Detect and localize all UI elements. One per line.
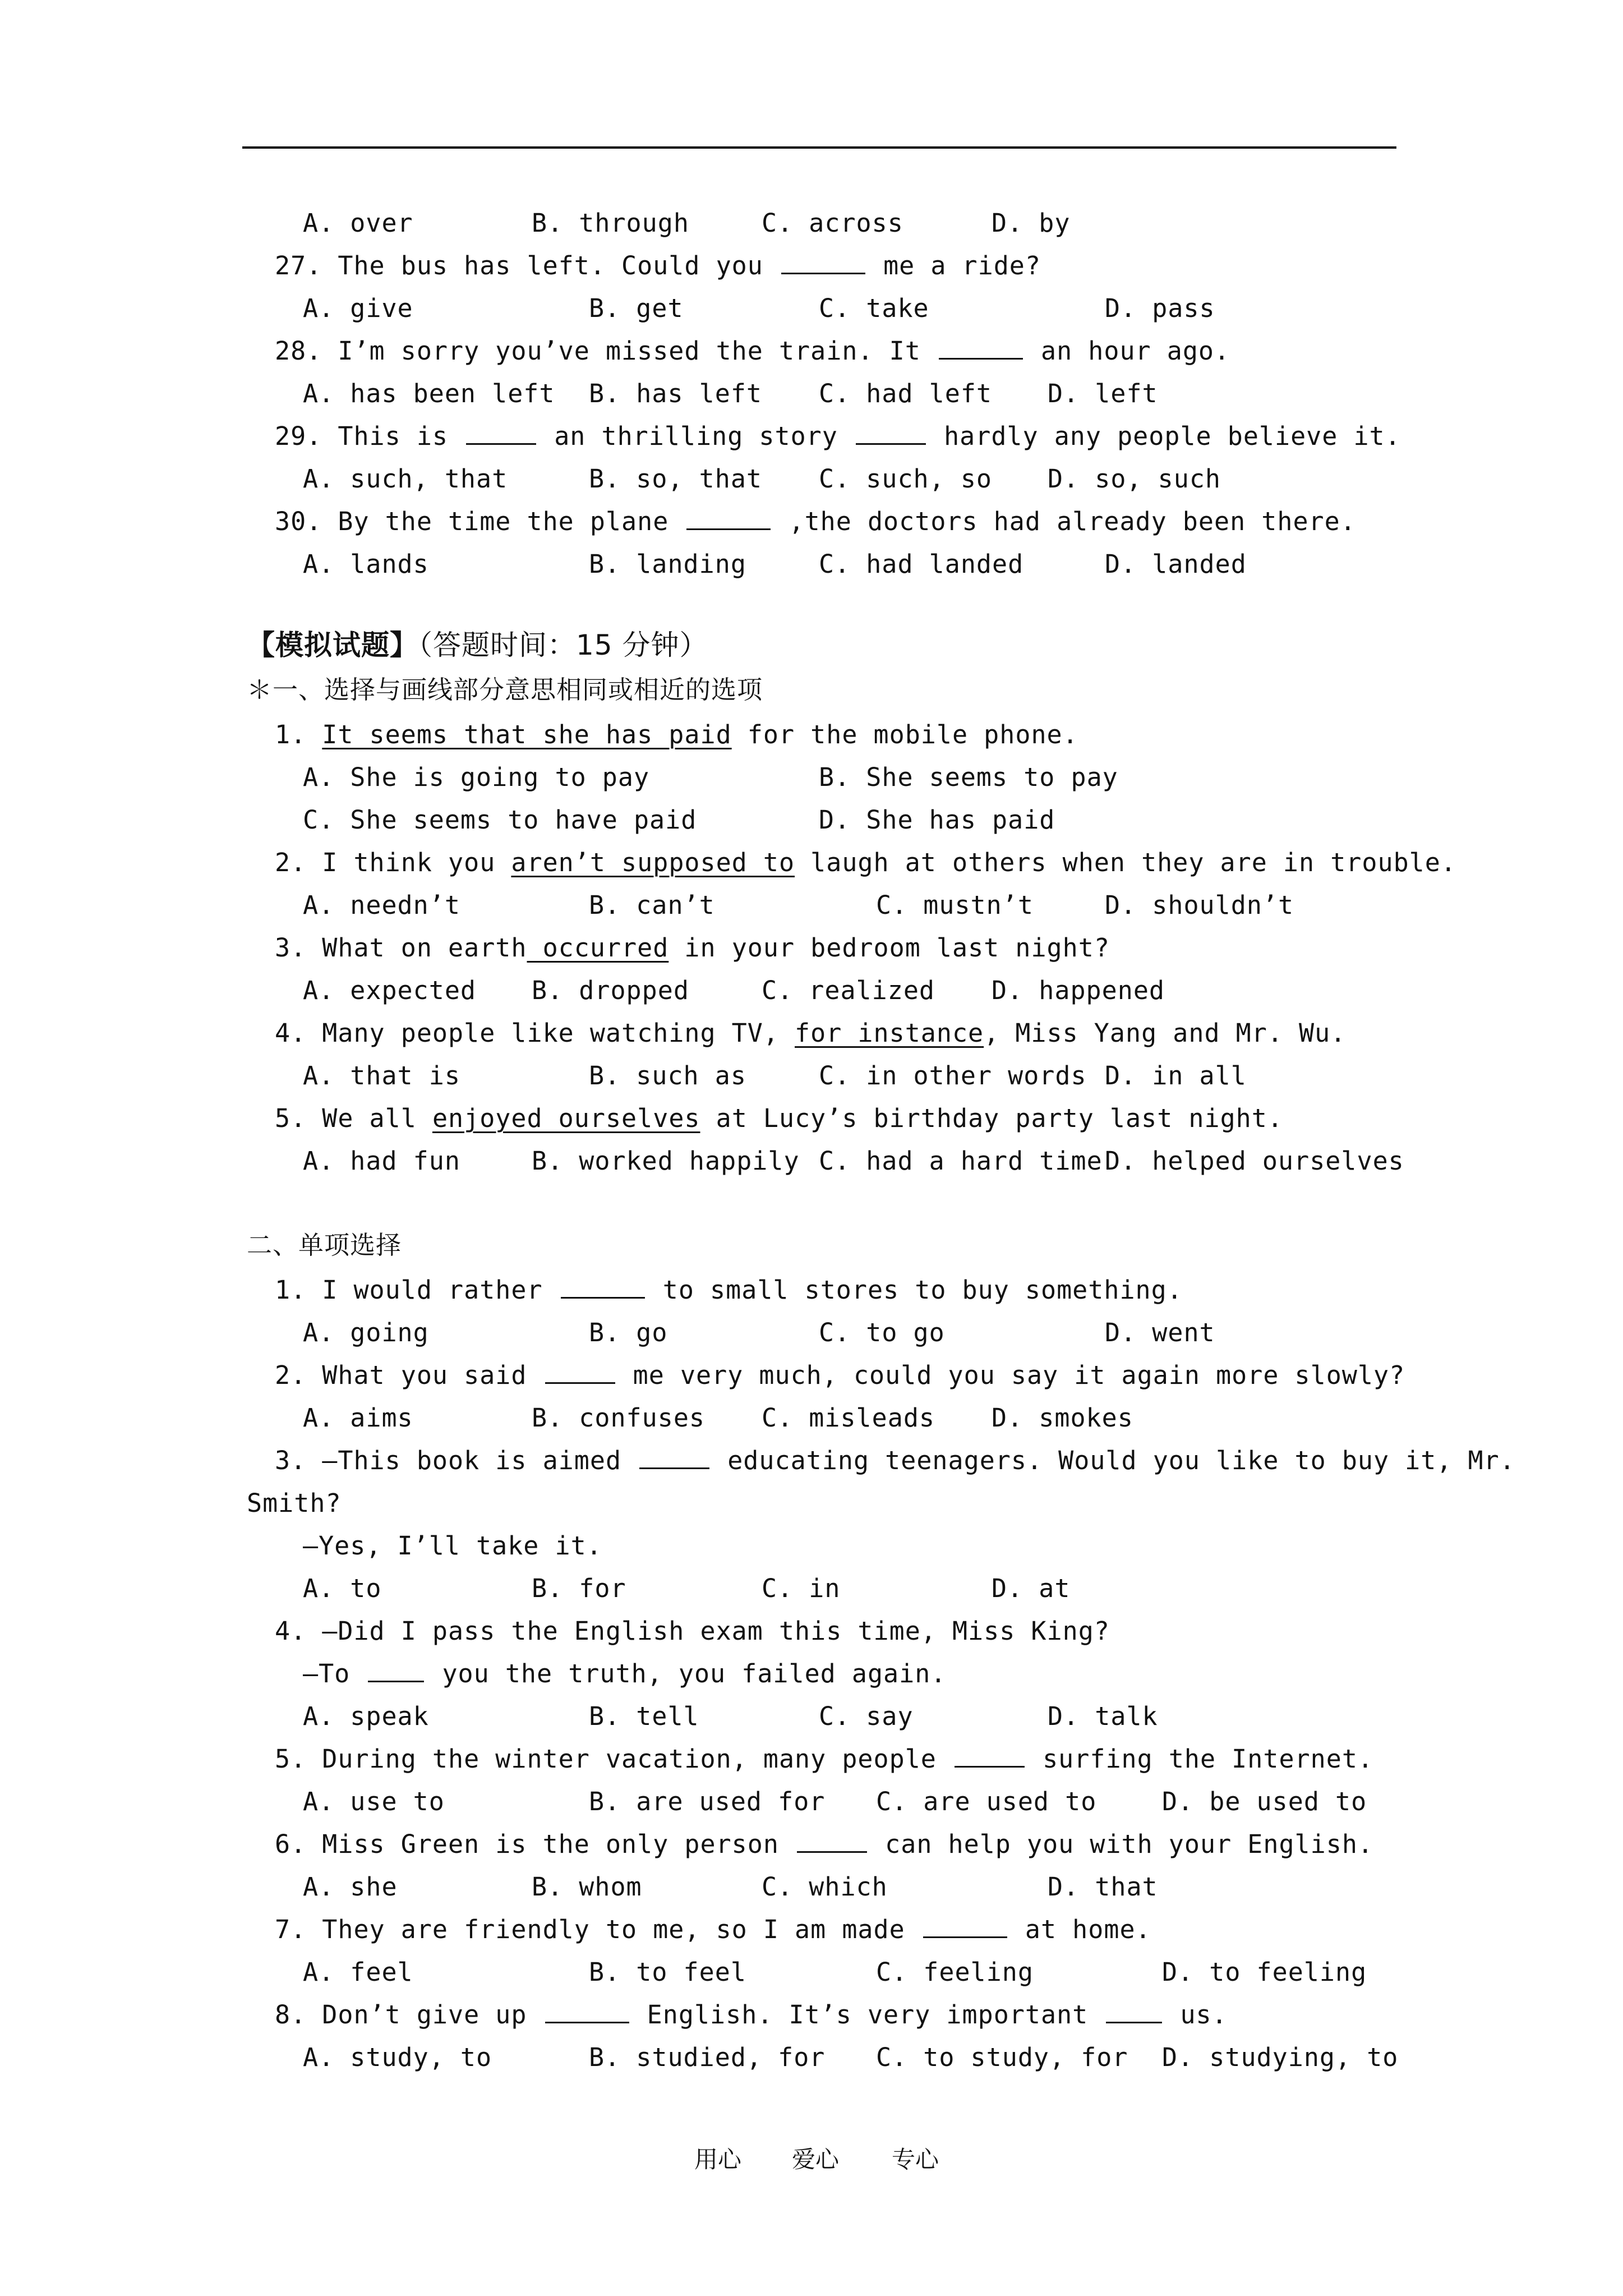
question-29: 29. This is an thrilling story hardly any people believe it.	[275, 421, 1401, 451]
s1-q4-option-b: B. such as	[589, 1061, 746, 1091]
q29-option-b: B. so, that	[589, 464, 763, 494]
s2-q1-option-d: D. went	[1105, 1318, 1215, 1347]
q27-option-a: A. give	[303, 293, 413, 323]
s1-q4-option-d: D. in all	[1105, 1061, 1247, 1091]
s2-q8-option-d: D. studying, to	[1162, 2042, 1399, 2072]
q28-option-d: D. left	[1048, 379, 1158, 408]
s2-q7-option-a: A. feel	[303, 1957, 413, 1987]
q27-option-c: C. take	[819, 293, 929, 323]
s1-q5-option-c: C. had a hard time	[819, 1146, 1103, 1176]
s1-question-1: 1. It seems that she has paid for the mobile phone.	[275, 720, 1078, 749]
q27-option-d: D. pass	[1105, 293, 1215, 323]
header-rule	[242, 146, 1396, 149]
s2-q5-option-c: C. are used to	[876, 1787, 1097, 1816]
option-b: B. through	[532, 208, 689, 238]
question-27: 27. The bus has left. Could you me a ride?	[275, 251, 1041, 280]
section-2-title: 二、单项选择	[247, 1230, 402, 1260]
q30-option-a: A. lands	[303, 549, 429, 579]
s1-question-2: 2. I think you aren’t supposed to laugh at others when they are in trouble.	[275, 848, 1456, 877]
q29-option-c: C. such, so	[819, 464, 993, 494]
q30-option-d: D. landed	[1105, 549, 1247, 579]
s1-q5-option-d: D. helped ourselves	[1105, 1146, 1404, 1176]
s2-q5-option-d: D. be used to	[1162, 1787, 1367, 1816]
option-a: A. over	[303, 208, 413, 238]
s2-q7-option-c: C. feeling	[876, 1957, 1034, 1987]
s2-question-8: 8. Don’t give up English. It’s very important us.	[275, 2000, 1228, 2030]
s1-q4-option-a: A. that is	[303, 1061, 460, 1091]
s1-q2-option-d: D. shouldn’t	[1105, 890, 1294, 920]
s1-q2-option-b: B. can’t	[589, 890, 715, 920]
section-1-title: ＊一、选择与画线部分意思相同或相近的选项	[247, 675, 763, 705]
s2-q5-option-a: A. use to	[303, 1787, 445, 1816]
s2-q7-option-b: B. to feel	[589, 1957, 746, 1987]
q30-option-c: C. had landed	[819, 549, 1024, 579]
q27-option-b: B. get	[589, 293, 684, 323]
s2-q8-option-b: B. studied, for	[589, 2042, 826, 2072]
s1-q3-option-d: D. happened	[992, 976, 1165, 1005]
footer-text-1: 用心	[694, 2146, 742, 2173]
q29-option-d: D. so, such	[1048, 464, 1221, 494]
s2-q4-option-b: B. tell	[589, 1701, 699, 1731]
q28-option-c: C. had left	[819, 379, 993, 408]
s1-q2-option-a: A. needn’t	[303, 890, 460, 920]
s1-q1-option-b: B. She seems to pay	[819, 762, 1118, 792]
s2-q4-option-d: D. talk	[1048, 1701, 1158, 1731]
option-c: C. across	[762, 208, 903, 238]
s2-q6-option-d: D. that	[1048, 1872, 1158, 1902]
s2-q3-option-c: C. in	[762, 1573, 841, 1603]
s2-q1-option-b: B. go	[589, 1318, 668, 1347]
s1-question-3: 3. What on earth occurred in your bedroom last night?	[275, 933, 1110, 963]
footer-text-2: 爱心	[792, 2146, 840, 2173]
q28-option-b: B. has left	[589, 379, 763, 408]
s1-q1-option-a: A. She is going to pay	[303, 762, 650, 792]
question-30: 30. By the time the plane ,the doctors had already been there.	[275, 507, 1356, 536]
s2-q8-option-a: A. study, to	[303, 2042, 492, 2072]
s2-q6-option-a: A. she	[303, 1872, 398, 1902]
question-28: 28. I’m sorry you’ve missed the train. It an hour ago.	[275, 336, 1230, 366]
s1-q3-option-c: C. realized	[762, 976, 935, 1005]
s2-question-3-cont: Smith?	[247, 1488, 342, 1518]
s1-question-5: 5. We all enjoyed ourselves at Lucy’s birthday party last night.	[275, 1103, 1283, 1133]
s2-q7-option-d: D. to feeling	[1162, 1957, 1367, 1987]
s2-q8-option-c: C. to study, for	[876, 2042, 1128, 2072]
option-d: D. by	[992, 208, 1071, 238]
s2-question-4-line2: —To you the truth, you failed again.	[303, 1659, 947, 1688]
s2-question-5: 5. During the winter vacation, many people surfing the Internet.	[275, 1744, 1374, 1774]
s1-q5-option-b: B. worked happily	[532, 1146, 800, 1176]
s2-question-1: 1. I would rather to small stores to buy something.	[275, 1275, 1183, 1305]
s2-q6-option-c: C. which	[762, 1872, 888, 1902]
q28-option-a: A. has been left	[303, 379, 555, 408]
s1-q4-option-c: C. in other words	[819, 1061, 1087, 1091]
s2-q1-option-c: C. to go	[819, 1318, 945, 1347]
s2-q2-option-d: D. smokes	[992, 1403, 1133, 1433]
s2-q6-option-b: B. whom	[532, 1872, 642, 1902]
footer-text-3: 专心	[892, 2146, 939, 2173]
mock-title: 【模拟试题】	[247, 629, 418, 661]
mock-heading	[247, 627, 708, 663]
s2-q4-option-a: A. speak	[303, 1701, 429, 1731]
s2-q2-option-c: C. misleads	[762, 1403, 935, 1433]
s1-q1-option-c: C. She seems to have paid	[303, 805, 697, 835]
s2-q3-option-a: A. to	[303, 1573, 382, 1603]
s1-q1-option-d: D. She has paid	[819, 805, 1055, 835]
s2-question-6: 6. Miss Green is the only person can help you with your English.	[275, 1829, 1374, 1859]
s1-q3-option-a: A. expected	[303, 976, 477, 1005]
s2-q3-option-d: D. at	[992, 1573, 1071, 1603]
q30-option-b: B. landing	[589, 549, 746, 579]
s2-question-3: 3. —This book is aimed educating teenagers. Would you like to buy it, Mr.	[275, 1446, 1515, 1475]
s2-q3-option-b: B. for	[532, 1573, 626, 1603]
s1-q5-option-a: A. had fun	[303, 1146, 460, 1176]
s2-q2-option-a: A. aims	[303, 1403, 413, 1433]
s1-question-4: 4. Many people like watching TV, for instance, Miss Yang and Mr. Wu.	[275, 1018, 1347, 1048]
mock-time: （答题时间：15 分钟）	[418, 629, 708, 661]
s2-question-3-reply: —Yes, I’ll take it.	[303, 1531, 602, 1561]
s2-q4-option-c: C. say	[819, 1701, 914, 1731]
s2-question-4: 4. —Did I pass the English exam this time, Miss King?	[275, 1616, 1110, 1646]
s1-q2-option-c: C. mustn’t	[876, 890, 1034, 920]
s2-question-7: 7. They are friendly to me, so I am made at home.	[275, 1915, 1151, 1944]
q29-option-a: A. such, that	[303, 464, 508, 494]
s2-q5-option-b: B. are used for	[589, 1787, 826, 1816]
s2-q2-option-b: B. confuses	[532, 1403, 706, 1433]
s2-question-2: 2. What you said me very much, could you say it again more slowly?	[275, 1360, 1405, 1390]
s2-q1-option-a: A. going	[303, 1318, 429, 1347]
s1-q3-option-b: B. dropped	[532, 976, 689, 1005]
